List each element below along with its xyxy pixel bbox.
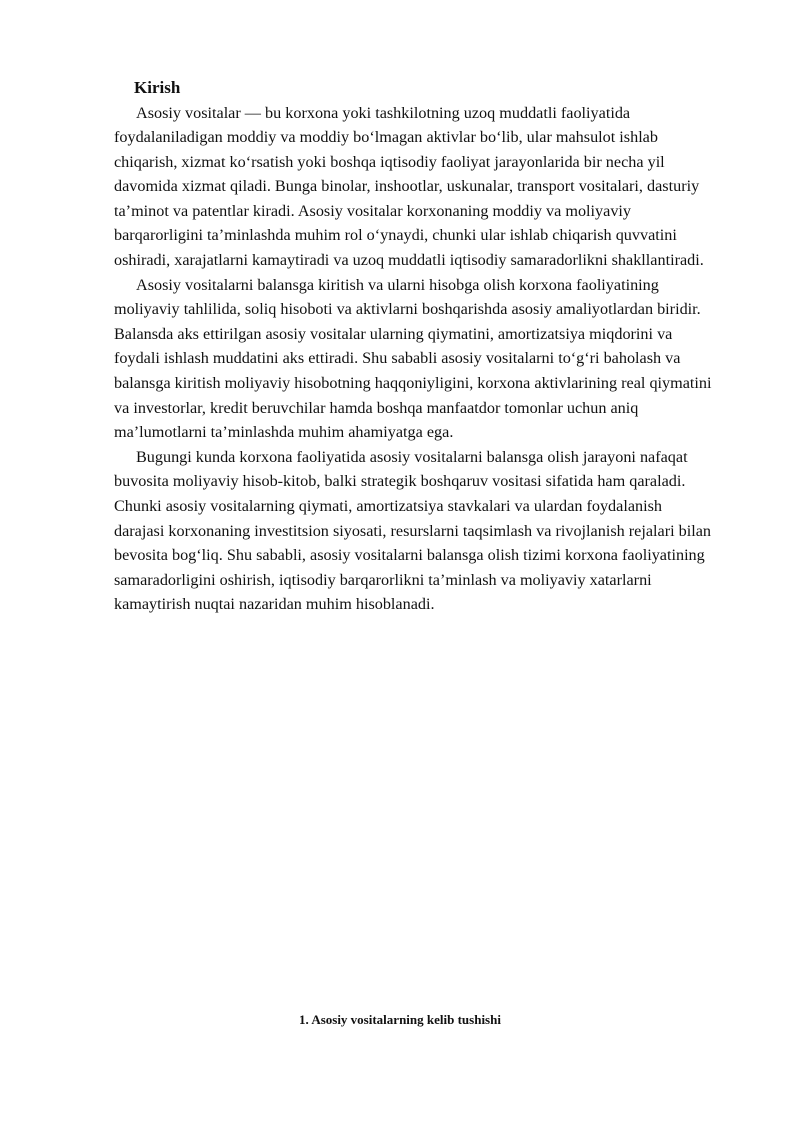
page-heading: Kirish xyxy=(134,78,181,97)
paragraph-3: Bugungi kunda korxona faoliyatida asosiy vositalarni balansga olish jarayoni nafaqat buvosita moliyaviy hisob-kitob, balki strategik boshqaruv vositasi sifatida ham qaraladi. Chunki asosiy vositalarning qiymati, amortizatsiya stavkalari va ulardan foydalanish darajasi korxonaning investitsion siyosati, resurslarni taqsimlash va rivojlanish rejalari bilan bevosita bogʻliq. Shu sababli, asosiy vositalarni balansga olish tizimi korxona faoliyatining samaradorligini oshirish, iqtisodiy barqarorlikni taʼminlash va moliyaviy xatarlarni kamaytirish nuqtai nazaridan muhim hisoblanadi. xyxy=(114,447,712,614)
page-body xyxy=(114,76,714,617)
paragraph-1: Asosiy vositalar — bu korxona yoki tashkilotning uzoq muddatli faoliyatida foydalaniladigan moddiy va moddiy boʻlmagan aktivlar boʻlib, ular mahsulot ishlab chiqarish, xizmat koʻrsatish yoki boshqa iqtisodiy faoliyat jarayonlarida bir necha yil davomida xizmat qiladi. Bunga binolar, inshootlar, uskunalar, transport vositalari, dasturiy taʼminot va patentlar kiradi. Asosiy vositalar korxonaning moddiy va moliyaviy barqarorligini taʼminlashda muhim rol oʻynaydi, chunki ular ishlab chiqarish quvvatini oshiradi, xarajatlarni kamaytiradi va uzoq muddatli iqtisodiy samaradorlikni shakllantiradi. xyxy=(114,103,704,270)
paragraph-2: Asosiy vositalarni balansga kiritish va ularni hisobga olish korxona faoliyatining moliyaviy tahlilida, soliq hisoboti va aktivlarni boshqarishda asosiy amaliyotlardan biridir. Balansda aks ettirilgan asosiy vositalar ularning qiymatini, amortizatsiya miqdorini va foydali ishlash muddatini aks ettiradi. Shu sababli asosiy vositalarni toʻgʻri baholash va balansga kiritish moliyaviy hisobotning haqqoniyligini, korxona aktivlarining real qiymatini va investorlar, kredit beruvchilar hamda boshqa manfaatdor tomonlar uchun aniq maʼlumotlarni taʼminlashda muhim ahamiyatga ega. xyxy=(114,275,712,442)
section-title: 1. Asosiy vositalarning kelib tushishi xyxy=(299,1012,501,1027)
